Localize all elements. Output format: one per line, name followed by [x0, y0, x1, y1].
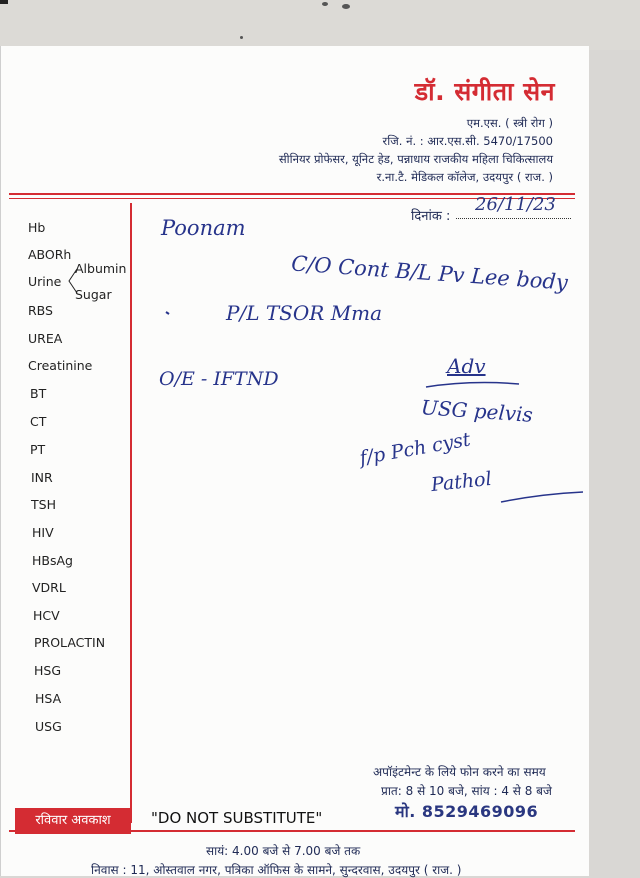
- advice-line: f/p Pch cyst: [357, 428, 473, 470]
- appointment-note: अपॉइंटमेन्ट के लिये फोन करने का समय: [373, 765, 546, 779]
- designation: सीनियर प्रोफेसर, यूनिट हेड, पन्नाधाय राजकीय महिला चिकित्सालय: [278, 152, 553, 166]
- residence-address: निवास : 11, ओस्तवाल नगर, पत्रिका ऑफिस के सामने, सुन्दरवास, उदयपुर ( राज. ): [91, 863, 462, 877]
- advice-line: Pathol: [430, 467, 493, 497]
- test-item: USG: [35, 719, 62, 734]
- doctor-name: डॉ. संगीता सेन: [414, 77, 555, 106]
- test-item: HSG: [34, 663, 62, 678]
- scan-mark: [0, 0, 8, 4]
- test-item: Hb: [28, 220, 46, 235]
- handwritten-strokes: [1, 46, 589, 526]
- history-note: P/L TSOR Mma: [226, 301, 383, 325]
- urine-label: Urine: [28, 274, 62, 289]
- test-item: HSA: [35, 691, 62, 706]
- advice-heading: Adv: [447, 354, 486, 378]
- date-label: दिनांक :: [411, 209, 451, 224]
- scan-speck: [240, 36, 243, 39]
- advice-line: USG pelvis: [420, 395, 534, 427]
- qualification: एम.एस. ( स्त्री रोग ): [466, 116, 553, 130]
- examination-note: O/E - IFTND: [159, 368, 279, 390]
- test-item: VDRL: [32, 580, 66, 595]
- scan-speck: [342, 4, 350, 9]
- college: र.ना.टै. मेडिकल कॉलेज, उदयपुर ( राज. ): [376, 170, 553, 184]
- test-item: RBS: [28, 303, 53, 318]
- complaint-note: C/O Cont B/L Pv Lee body: [290, 251, 569, 295]
- scan-speck: [322, 2, 328, 6]
- test-item: UREA: [28, 331, 63, 346]
- appointment-timing: प्रात: 8 से 10 बजे, सांय : 4 से 8 बजे: [381, 784, 552, 798]
- test-item: BT: [30, 386, 47, 401]
- footer-rule: [9, 830, 575, 832]
- test-item: CT: [30, 414, 47, 429]
- prescription-pad: [0, 46, 589, 876]
- test-item: Creatinine: [28, 358, 93, 373]
- test-item: INR: [31, 470, 53, 485]
- test-item: PT: [30, 442, 46, 457]
- test-item: TSH: [31, 497, 56, 512]
- test-item: ABORh: [28, 247, 72, 262]
- sunday-closed-badge: रविवार अवकाश: [15, 808, 131, 834]
- test-item: HCV: [33, 608, 60, 623]
- evening-hours: सायं: 4.00 बजे से 7.00 बजे तक: [206, 844, 361, 858]
- date-value: 26/11/23: [475, 194, 556, 215]
- test-item: HIV: [32, 525, 54, 540]
- do-not-substitute: "DO NOT SUBSTITUTE": [151, 809, 323, 827]
- patient-name: Poonam: [161, 216, 246, 240]
- urine-sugar: Sugar: [75, 287, 112, 302]
- registration-number: रजि. नं. : आर.एस.सी. 5470/17500: [382, 134, 553, 148]
- test-item: HBsAg: [32, 553, 73, 568]
- urine-albumin: Albumin: [75, 261, 127, 276]
- scan-background: [0, 0, 640, 50]
- test-item: PROLACTIN: [34, 635, 106, 650]
- mobile-number: मो. 8529469096: [395, 802, 539, 821]
